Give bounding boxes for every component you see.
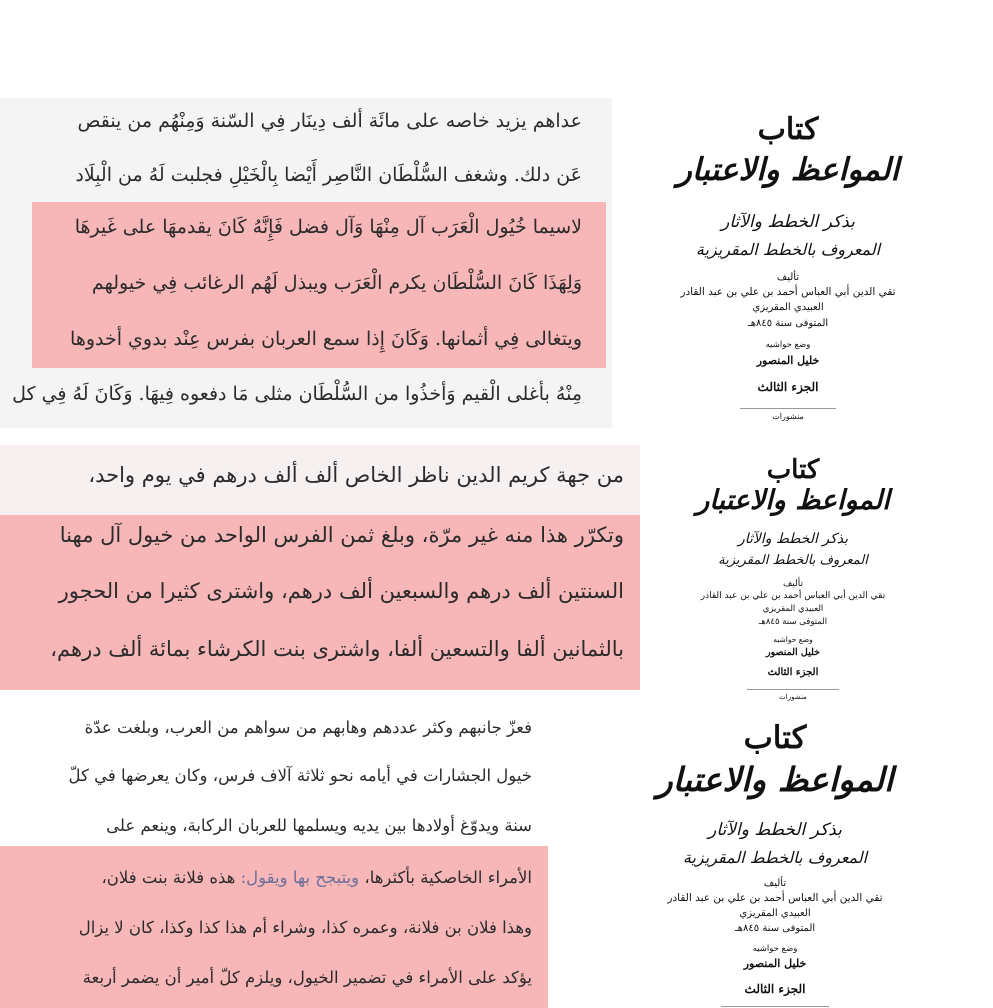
- cover-annotator-label: وضع حواشيه: [765, 340, 811, 350]
- cover-title: المواعظ والاعتبار: [696, 485, 890, 516]
- cover-subtitle: بذكر الخطط والآثار: [737, 531, 849, 547]
- cover-annotator-label: وضع حواشيه: [752, 944, 798, 954]
- cover-subtitle: بذكر الخطط والآثار: [721, 212, 855, 232]
- text-line: فعزّ جانبهم وكثر عددهم وهابهم من سواهم من العرب، وبلغت عدّة: [84, 718, 532, 737]
- cover-annotator-label: وضع حواشيه: [773, 635, 813, 644]
- text-line: وهذا فلان بن فلانة، وعمره كذا، وشراء أم هذا كذا وكذا، كان لا يزال: [78, 918, 532, 937]
- text-line: وَلِهَذَا كَانَ السُّلْطَان يكرم الْعَرَب ويبذل لَهُم الرغائب فِي خيولهم: [91, 272, 582, 294]
- cover-title: المواعظ والاعتبار: [656, 760, 894, 799]
- cover-subtitle-2: المعروف بالخطط المقريزية: [682, 848, 868, 867]
- text-line: ويتغالى فِي أثمانها. وَكَانَ إِذا سمع العربان بفرس عِنْد بدوي أخدوها: [70, 328, 582, 350]
- cover-kitab: كتاب: [743, 720, 807, 756]
- cover-divider: [721, 1006, 829, 1007]
- text-line: [101, 868, 532, 887]
- text-line: مِنْهُ بأغلى الْقيم وَأخذُوا من السُّلْطَان مثلى مَا دفعوه فِيهَا. وَكَانَ لَهُ فِي كل: [12, 383, 582, 405]
- cover-nisba: العبيدي المقريزي: [752, 302, 824, 313]
- cover-author: تقي الدين أبي العباس أحمد بن علي بن عبد القادر: [680, 286, 896, 298]
- cover-title: المواعظ والاعتبار: [676, 152, 900, 188]
- text-line: عداهم يزيد خاصه على مائَة ألف دِينَار فِي السّنة وَمِنْهُم من ينقص: [77, 110, 582, 132]
- cover-subtitle-2: المعروف بالخطط المقريزية: [695, 240, 881, 259]
- text-line: من جهة كريم الدين ناظر الخاص ألف ألف درهم في يوم واحد،: [88, 463, 624, 487]
- cover-editor: خليل المنصور: [765, 647, 820, 658]
- cover-volume: الجزء الثالث: [767, 667, 819, 678]
- text-segment: الأمراء الخاصكية بأكثرها،: [364, 868, 532, 887]
- cover-publisher: منشورات: [779, 693, 807, 701]
- cover-author: تقي الدين أبي العباس أحمد بن علي بن عبد القادر: [667, 892, 883, 904]
- text-line: بالثمانين ألفا والتسعين ألفا، واشترى بنت الكرشاء بمائة ألف درهم،: [50, 637, 624, 661]
- text-line: خيول الجشارات في أيامه نحو ثلاثة آلاف فرس، وكان يعرضها في كلّ: [68, 766, 532, 785]
- cover-editor: خليل المنصور: [743, 957, 807, 970]
- cover-taalif: تأليف: [776, 272, 800, 283]
- cover-subtitle: بذكر الخطط والآثار: [708, 820, 842, 840]
- cover-editor: خليل المنصور: [756, 354, 820, 367]
- cover-kitab: كتاب: [766, 455, 820, 485]
- cover-divider: [747, 689, 839, 690]
- accent-phrase: ويتبجح بها ويقول:: [240, 868, 360, 887]
- cover-volume: الجزء الثالث: [744, 982, 806, 996]
- cover-volume: الجزء الثالث: [757, 380, 819, 394]
- cover-nisba: العبيدي المقريزي: [739, 908, 811, 919]
- cover-date: المتوفى سنة ٨٤٥هـ: [747, 318, 829, 329]
- book-cover-3: [640, 720, 910, 1008]
- text-line: عَن دلك. وشغف السُّلْطَان النَّاصِر أَيْضا بِالْخَيْلِ فجلبت لَهُ من الْبِلَاد: [75, 164, 582, 186]
- cover-taalif: تأليف: [782, 579, 804, 589]
- cover-divider: [740, 408, 836, 409]
- cover-subtitle-2: المعروف بالخطط المقريزية: [718, 553, 868, 568]
- cover-kitab: كتاب: [757, 112, 819, 147]
- book-cover-2: [678, 455, 908, 705]
- text-line: يؤكد على الأمراء في تضمير الخيول، ويلزم كلّ أمير أن يضمر أربعة: [82, 968, 532, 987]
- cover-nisba: العبيدي المقريزي: [762, 604, 824, 614]
- text-segment: هذه فلانة بنت فلان،: [101, 868, 236, 887]
- book-cover-1: [668, 112, 908, 432]
- text-line: لاسيما خُيُول الْعَرَب آل مِنْهَا وَآل فضل فَإِنَّهُ كَانَ يقدمهَا على غَيرهَا: [74, 216, 582, 238]
- excerpt-1: [0, 98, 612, 428]
- cover-publisher: منشورات: [772, 412, 804, 421]
- cover-date: المتوفى سنة ٨٤٥هـ: [734, 923, 816, 934]
- text-line: وتكرّر هذا منه غير مرّة، وبلغ ثمن الفرس الواحد من خيول آل مهنا: [59, 523, 624, 547]
- cover-author: تقي الدين أبي العباس أحمد بن علي بن عبد القادر: [700, 591, 886, 601]
- excerpt-3: [0, 700, 548, 1008]
- text-line: سنة ويدوّغ أولادها بين يديه ويسلمها للعربان الركابة، وينعم على: [106, 816, 532, 835]
- cover-taalif: تأليف: [763, 878, 787, 889]
- cover-date: المتوفى سنة ٨٤٥هـ: [758, 617, 828, 627]
- excerpt-2: [0, 445, 640, 690]
- text-line: السنتين ألف درهم والسبعين ألف درهم، واشترى كثيرا من الحجور: [58, 579, 624, 603]
